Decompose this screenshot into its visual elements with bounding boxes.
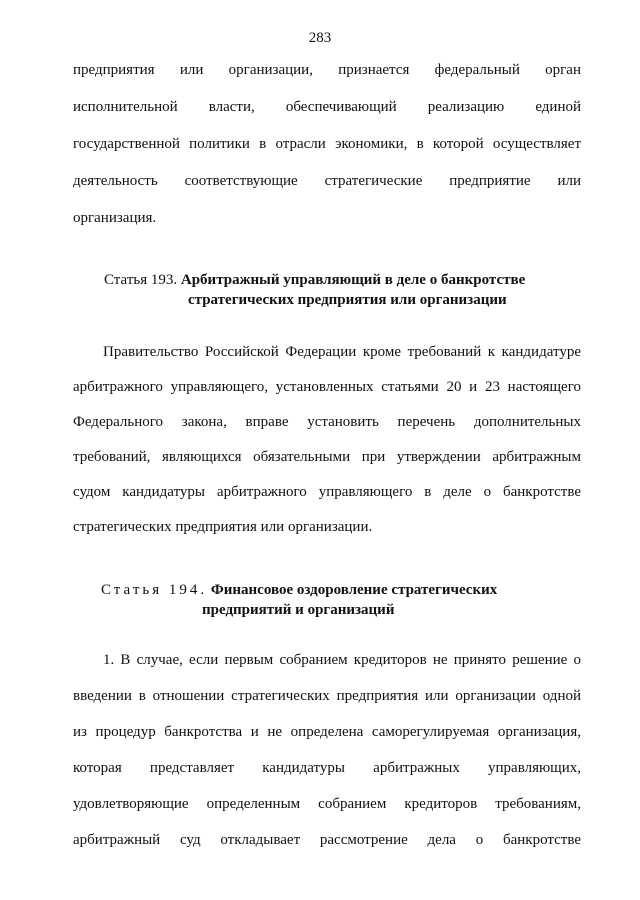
article-193-heading: [0, 270, 640, 310]
intro-paragraph: [73, 60, 581, 228]
article-194-label: Статья 194.: [101, 582, 208, 598]
text-line: удовлетворяющие определенным собранием кредиторов требованиям,: [73, 796, 581, 812]
text-line: требований, являющихся обязательными при утверждении арбитражным: [73, 449, 581, 465]
text-line: введении в отношении стратегических предприятия или организации одной: [73, 688, 581, 704]
text-line: арбитражный суд откладывает рассмотрение дела о банкротстве: [73, 832, 581, 848]
text-line: стратегических предприятия или организации.: [73, 519, 373, 535]
text-line: Правительство Российской Федерации кроме требований к кандидатуре: [103, 344, 581, 360]
article-193-title-line1: Арбитражный управляющий в деле о банкротстве: [180, 272, 526, 288]
text-line: которая представляет кандидатуры арбитражных управляющих,: [73, 760, 581, 776]
text-line: арбитражного управляющего, установленных статьями 20 и 23 настоящего: [73, 379, 581, 395]
article-193-title-line2: стратегических предприятия или организации: [188, 292, 507, 308]
text-line: предприятия или организации, признается федеральный орган: [73, 62, 581, 78]
article-194-heading: [0, 580, 640, 620]
article-193-label: Статья 193.: [104, 272, 178, 288]
text-line: Федерального закона, вправе установить перечень дополнительных: [73, 414, 581, 430]
article-193-paragraph: [73, 342, 581, 537]
text-line: государственной политики в отрасли экономики, в которой осуществляет: [73, 136, 581, 152]
page-number: 283: [308, 30, 332, 46]
text-line: из процедур банкротства и не определена саморегулируемая организация,: [73, 724, 581, 740]
text-line: организация.: [73, 210, 157, 226]
text-line: 1. В случае, если первым собранием кредиторов не принято решение о: [103, 652, 581, 668]
text-line: судом кандидатуры арбитражного управляющего в деле о банкротстве: [73, 484, 581, 500]
text-line: деятельность соответствующие стратегические предприятие или: [73, 173, 581, 189]
article-194-title-line2: предприятий и организаций: [202, 602, 395, 618]
text-line: исполнительной власти, обеспечивающий реализацию единой: [73, 99, 581, 115]
article-194-title-line1: Финансовое оздоровление стратегических: [210, 582, 498, 598]
article-194-paragraph: [73, 650, 581, 850]
